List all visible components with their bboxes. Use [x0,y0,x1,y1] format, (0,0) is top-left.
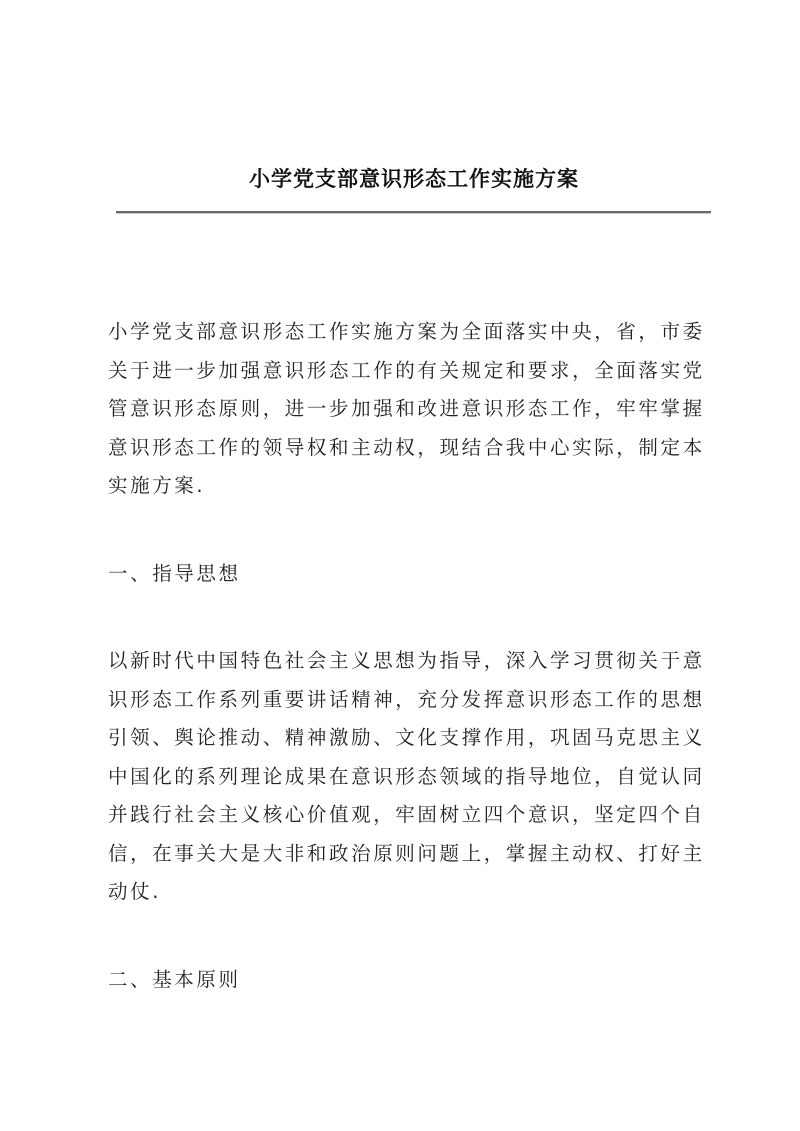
section-heading-guiding-ideology: 一、指导思想 [108,561,241,585]
document-title: 小学党支部意识形态工作实施方案 [249,166,579,191]
title-divider [116,211,711,214]
spacer [108,593,712,642]
spacer [108,506,712,555]
document-body [108,313,712,999]
section-paragraph-guiding-ideology: 以新时代中国特色社会主义思想为指导，深入学习贯彻关于意识形态工作系列重要讲话精神，充分发挥意识形态工作的思想引领、舆论推动、精神激励、文化支撑作用，巩固马克思主义中国化的系列理论成果在意识形态领域的指导地位，自觉认同并践行社会主义核心价值观，牢固树立四个意识，坚定四个自信，在事关大是大非和政治原则问题上，掌握主动权、打好主动仗. [108,649,705,903]
spacer [108,912,712,961]
section-heading-basic-principles: 二、基本原则 [108,967,241,991]
intro-paragraph: 小学党支部意识形态工作实施方案为全面落实中央，省，市委关于进一步加强意识形态工作的有关规定和要求，全面落实党管意识形态原则，进一步加强和改进意识形态工作，牢牢掌握意识形态工作的领导权和主动权，现结合我中心实际，制定本实施方案. [108,320,705,497]
